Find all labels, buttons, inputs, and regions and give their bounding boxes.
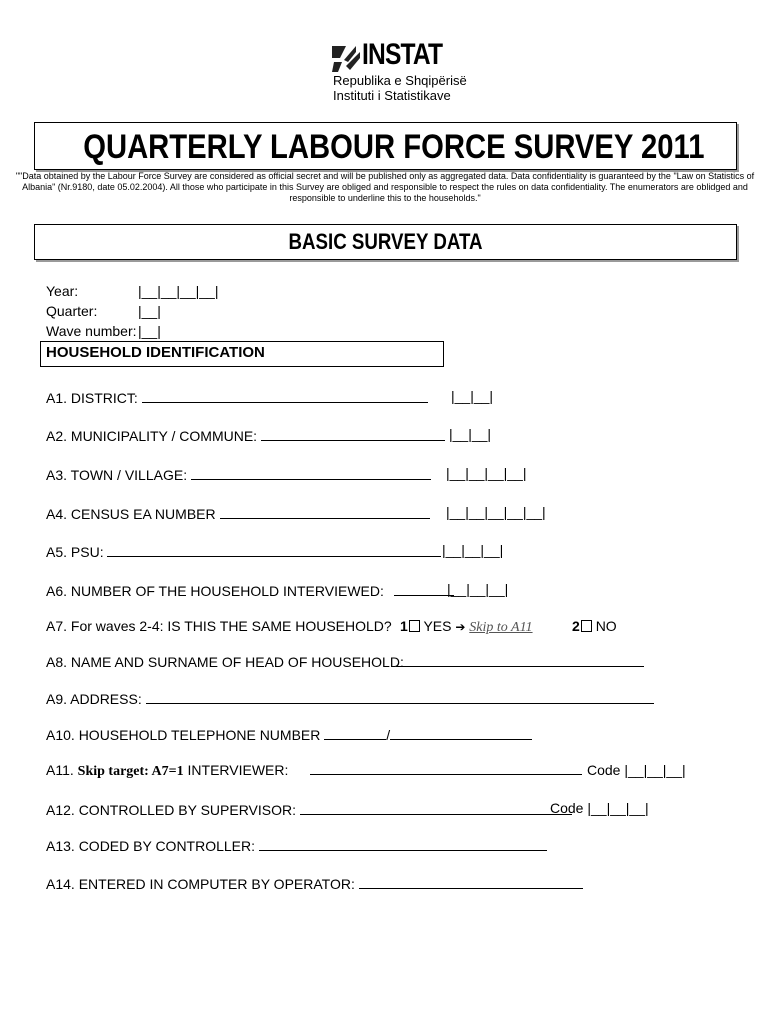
a13-label: A13. CODED BY CONTROLLER: xyxy=(46,838,256,854)
a7-yes-number: 1 xyxy=(400,618,408,634)
a11-prefix: A11. xyxy=(46,762,74,778)
a6-number-input[interactable] xyxy=(394,581,454,596)
a11-row xyxy=(46,762,288,780)
a10-phone-prefix-input[interactable] xyxy=(324,725,386,740)
quarter-label: Quarter: xyxy=(46,303,98,319)
a1-district-input[interactable] xyxy=(142,388,428,403)
wave-boxes[interactable]: |__| xyxy=(138,323,161,339)
a7-yes-label: YES xyxy=(423,618,452,634)
logo-brand: INSTAT xyxy=(362,38,443,71)
a5-code-boxes[interactable]: |__|__|__| xyxy=(442,542,504,558)
a7-no-number: 2 xyxy=(572,618,580,634)
household-identification-heading: HOUSEHOLD IDENTIFICATION xyxy=(46,344,265,361)
a7-option-yes[interactable] xyxy=(400,618,533,636)
a9-address-input[interactable] xyxy=(146,689,654,704)
a12-code xyxy=(550,800,649,816)
a14-row xyxy=(46,874,583,892)
page-title: QUARTERLY LABOUR FORCE SURVEY 2011 xyxy=(83,128,705,166)
logo-line-1: Republika e Shqipërisë xyxy=(333,73,467,88)
a10-separator: / xyxy=(386,727,391,743)
a8-head-name-input[interactable] xyxy=(396,652,644,667)
a10-label: A10. HOUSEHOLD TELEPHONE NUMBER xyxy=(46,727,321,743)
a10-row xyxy=(46,725,532,743)
a1-row xyxy=(46,388,428,406)
a2-code-boxes[interactable]: |__|__| xyxy=(449,426,492,442)
a5-label: A5. PSU: xyxy=(46,544,104,560)
confidentiality-line-2: Albania" (Nr.9180, date 05.02.2004). All those who participate in this Survey are obliged and responsible to respect the rules on data confidentiality. The enumerators are oblidged and xyxy=(22,182,748,192)
a14-operator-input[interactable] xyxy=(359,874,583,889)
a2-label: A2. MUNICIPALITY / COMMUNE: xyxy=(46,428,258,444)
confidentiality-line-1: ""Data obtained by the Labour Force Survey are considered as official secret and will be published only as aggregated data. Data confidentiality is guaranteed by the "Law on Statistics of xyxy=(15,171,755,181)
a11-code xyxy=(587,762,686,778)
a3-row xyxy=(46,465,431,483)
a11-skip-target: Skip target: A7=1 xyxy=(77,764,184,779)
a5-row xyxy=(46,542,441,560)
a8-label: A8. NAME AND SURNAME OF HEAD OF HOUSEHOLD: xyxy=(46,654,404,670)
a11-interviewer-input[interactable] xyxy=(310,760,582,775)
a12-row xyxy=(46,800,572,818)
a7-no-label: NO xyxy=(595,618,617,634)
a12-label: A12. CONTROLLED BY SUPERVISOR: xyxy=(46,802,297,818)
a13-controller-input[interactable] xyxy=(259,836,547,851)
a2-municipality-input[interactable] xyxy=(261,426,445,441)
a11-code-boxes[interactable]: |__|__|__| xyxy=(624,762,686,778)
a1-label: A1. DISTRICT: xyxy=(46,390,138,406)
a7-skip-link[interactable]: Skip to A11 xyxy=(469,620,533,635)
quarter-boxes[interactable]: |__| xyxy=(138,303,161,319)
basic-survey-heading: BASIC SURVEY DATA xyxy=(288,229,483,254)
a1-code-boxes[interactable]: |__|__| xyxy=(451,388,494,404)
year-boxes[interactable]: |__|__|__|__| xyxy=(138,283,219,299)
a3-label: A3. TOWN / VILLAGE: xyxy=(46,467,188,483)
a5-psu-input[interactable] xyxy=(107,542,441,557)
arrow-right-icon: ➔ xyxy=(455,620,466,634)
a4-label: A4. CENSUS EA NUMBER xyxy=(46,506,216,522)
a12-supervisor-input[interactable] xyxy=(300,800,572,815)
a6-row xyxy=(46,581,454,599)
a9-row xyxy=(46,689,654,707)
confidentiality-line-3: responsible to underline this to the households." xyxy=(289,193,481,203)
a11-label: INTERVIEWER: xyxy=(187,762,289,778)
a7-yes-checkbox[interactable] xyxy=(409,620,420,632)
a7-label: A7. For waves 2-4: IS THIS THE SAME HOUSEHOLD? xyxy=(46,618,392,634)
a12-code-boxes[interactable]: |__|__|__| xyxy=(587,800,649,816)
a7-no-checkbox[interactable] xyxy=(581,620,592,632)
wave-label: Wave number: xyxy=(46,323,137,339)
a11-code-label: Code xyxy=(587,762,621,778)
a3-code-boxes[interactable]: |__|__|__|__| xyxy=(446,465,527,481)
a6-code-boxes[interactable]: |__|__|__| xyxy=(447,581,509,597)
a3-town-input[interactable] xyxy=(191,465,431,480)
a14-label: A14. ENTERED IN COMPUTER BY OPERATOR: xyxy=(46,876,355,892)
year-label: Year: xyxy=(46,283,79,299)
logo-line-2: Instituti i Statistikave xyxy=(333,88,451,103)
a4-row xyxy=(46,504,430,522)
a12-code-label: Code xyxy=(550,800,584,816)
a6-label: A6. NUMBER OF THE HOUSEHOLD INTERVIEWED: xyxy=(46,583,384,599)
a7-option-no[interactable] xyxy=(572,618,617,634)
a2-row xyxy=(46,426,445,444)
a9-label: A9. ADDRESS: xyxy=(46,691,142,707)
a4-census-input[interactable] xyxy=(220,504,430,519)
a10-phone-number-input[interactable] xyxy=(390,725,532,740)
a4-code-boxes[interactable]: |__|__|__|__|__| xyxy=(446,504,546,520)
